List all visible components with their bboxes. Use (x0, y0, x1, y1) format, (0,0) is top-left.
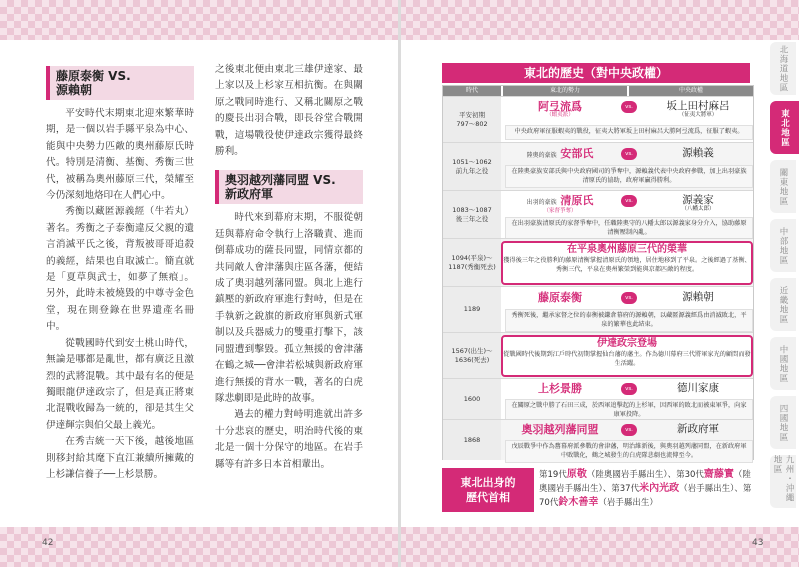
region-tabs (770, 42, 799, 514)
region-tab[interactable]: 北海道地區 (770, 42, 796, 95)
heading-line-1: 奧羽越列藩同盟 VS. (225, 173, 336, 188)
table-row (443, 419, 753, 460)
tohoku-side: 出羽的豪族 清原氏 （家督爭奪） (526, 194, 594, 214)
table-row (443, 142, 753, 190)
paragraph: 時代來到幕府末期，不服從朝廷與幕府命令執行上洛職責、進而倒幕成功的薩長同盟，同情京都的共同敵人會津藩與庄區各藩，便結成了奧羽越列藩同盟。與北上進行鎮壓的新政府軍進行對峙，但是在手執新之銳旗的新政府軍與新式軍制以及兵器威力的雙重打擊下，該同盟遭到擊毀。孤立無援的會津藩在鶴之城──會津若松城與新政府軍進行無援的背水一戰，著名的白虎隊悲劇即是此時的故事。 (215, 212, 363, 404)
book-spine (398, 0, 401, 567)
heading-line-2: 新政府軍 (225, 187, 274, 202)
history-table (442, 85, 754, 460)
prime-minister-detail: （岩手縣出生） (598, 498, 658, 508)
era-cell: 1868 (443, 420, 501, 460)
row-note: 戊辰戰爭中作為舊幕府派參戰的會津藩，明治維新後，與奧羽越列藩同盟，在新政府軍中敗戰化，鶴之城發生的白虎隊悲劇也流傳至今。 (505, 440, 753, 463)
page-number-right: 43 (752, 538, 764, 548)
left-column-2 (215, 62, 363, 473)
prime-minister-detail: （岩手縣出生）、第70代 (539, 484, 752, 508)
tohoku-side: 阿弖流爲 （蝦夷派） (538, 100, 582, 118)
vs-badge: vs. (621, 101, 637, 113)
region-tab[interactable]: 關東地區 (770, 160, 796, 213)
row-note: 秀衡死後，繼承家督之位的泰衡被鎌倉幕府的源賴朝，以藏匿源義經爲由消滅敗北，平泉的繁華也此結束。 (505, 309, 753, 332)
tohoku-side: 陸奧的豪族 安部氏 (526, 147, 594, 160)
paragraph: 過去的權力對峙明進就出許多十分悲哀的歷史，明治時代後的東北是一個十分保守的地區。在岩手縣等有許多日本首相輩出。 (215, 409, 363, 470)
highlight-note: 從戰國時代後期到江戶時代初期掌握仙台藩的藩主。作為德川幕府三代將軍家光的顧問而發生活躍。 (503, 351, 751, 367)
header-tohoku: 東北的勢力 (503, 86, 627, 96)
row-note: 在關原之戰中勝了石田三成，於西軍追擊起的上杉軍，因西軍的敗北而被東軍爭，向家康軍投降。 (505, 399, 753, 422)
heading-line-2: 源賴朝 (56, 83, 93, 97)
central-side: 坂上田村麻呂 （征夷大將軍） (666, 100, 730, 118)
prime-minister-name: 鈴木善幸 (558, 497, 599, 508)
prime-minister-name: 齋藤實 (703, 469, 734, 480)
vs-badge: vs. (621, 424, 637, 436)
matchup (505, 193, 753, 213)
central-side: 源賴義 (682, 147, 714, 159)
highlight-note: 獲得後三年之役勝利的藤原清衡掌握清原氏的領地，居住地移到了平泉。之後經過了基衡、秀衡三代，平泉在奧州繁榮到能與京都匹敵的程度。 (503, 257, 751, 273)
table-title: 東北的歷史（對中央政權） (442, 63, 750, 83)
era-cell: 1083〜1087 後三年之役 (443, 191, 501, 238)
vs-badge: vs. (621, 148, 637, 160)
era-cell: 1051〜1062 前九年之役 (443, 143, 501, 190)
vs-badge: vs. (621, 383, 637, 395)
left-column-1 (46, 66, 194, 483)
table-header-row (443, 86, 753, 96)
matchup (505, 99, 753, 119)
paragraph: 之後東北便由東北三雄伊達家、最上家以及上杉家互相抗衡。在與關原之戰同時進行、又稱北關原之戰的慶長出羽合戰，即長谷堂合戰開戰，這場戰役使伊達政宗獲得最終勝利。 (215, 64, 363, 158)
paragraph: 從戰國時代到安土桃山時代，無論是哪都是亂世，都有廣泛且激烈的武將混戰。其中最有名的便是獨眼龍伊達政宗了，但是真正將東北混戰收歸為一統的，卻是其生父伊達輝宗與伯父最上義光。 (46, 337, 194, 431)
era-cell: 平安初期 797〜802 (443, 97, 501, 142)
prime-minister-detail: （陸奧國岩手縣出生）、第37代 (539, 470, 751, 494)
paragraph: 平安時代末期東北迎來繁華時期，是一個以岩手縣平泉為中心、能與中央勢力匹敵的奧州藤原氏時代。特別是清衡、基衡、秀衡三世代，被稱為奧州藤原三代，榮耀至今仍深刻地烙印在人們心中。 (46, 108, 194, 202)
section-heading-fujiwara-vs-minamoto (46, 66, 194, 100)
matchup (505, 422, 753, 442)
vs-badge: vs. (621, 195, 637, 207)
tohoku-side: 奧羽越列藩同盟 (521, 423, 599, 436)
row-note: 在出羽豪族清原氏的家督爭奪中，任職陸奧守的八幡太郎以源義家身分介入，協助藤原清衡壓制內亂。 (505, 217, 753, 240)
table-row (443, 286, 753, 332)
prime-minister-name: 米內光政 (639, 483, 680, 494)
region-tab[interactable]: 東北地區 (770, 101, 799, 154)
era-cell: 1189 (443, 287, 501, 332)
matchup (505, 146, 753, 166)
prime-minister-name: 原敬 (566, 469, 587, 480)
era-cell: 1567(出生)〜 1636(死去) (443, 333, 501, 378)
paragraph: 秀衡以藏匿源義經（牛若丸）著名。秀衡之子泰衡違反父親的遺言消滅平氏之後，背叛被哥哥追殺的義經，結果也自取滅亡。簡直就是「夏草與武士，如夢了無痕」。另外，此時未被燒毀的中尊寺金色堂，現在則登錄在世界遺產名冊中。 (46, 206, 194, 333)
central-side: 源義家 （八幡太郎） (681, 194, 715, 212)
highlight-title: 在平泉奧州藤原三代的榮華 (567, 244, 687, 255)
table-row (443, 332, 753, 378)
table-row (443, 96, 753, 142)
central-side: 新政府軍 (677, 423, 719, 435)
page-number-left: 42 (42, 538, 54, 548)
region-tab[interactable]: 中部地區 (770, 219, 796, 272)
region-tab[interactable]: 九州・沖繩地區 (770, 455, 796, 508)
row-note: 中央政府軍征服蝦夷的戰役，征夷大將軍坂上田村麻呂大勝阿弖流爲，征服了蝦夷。 (505, 125, 753, 140)
heading-line-1: 藤原泰衡 VS. (56, 69, 131, 83)
section-heading-ouetsu-vs-government (215, 170, 363, 204)
era-cell: 1600 (443, 379, 501, 419)
prime-ministers-list (539, 468, 755, 510)
table-row (443, 190, 753, 238)
row-note: 在陸奧豪族安部氏與中央政府國司的爭奪中，源賴義代表中央政府參戰，加上出羽豪族清原氏的協助，政府軍贏得勝利。 (505, 165, 753, 188)
tohoku-side: 上杉景勝 (538, 382, 582, 395)
table-row (443, 238, 753, 286)
prime-ministers-label (442, 468, 534, 512)
header-era: 時代 (443, 86, 501, 96)
region-tab[interactable]: 四國地區 (770, 396, 796, 449)
paragraph: 在秀吉統一天下後，越後地區則移封給其麾下直江兼續所擁戴的上杉謙信養子──上杉景勝。 (46, 436, 194, 480)
tohoku-side: 藤原泰衡 (538, 291, 582, 304)
matchup (505, 381, 753, 401)
highlight-box-hiraizumi (501, 241, 753, 285)
region-tab[interactable]: 近畿地區 (770, 278, 796, 331)
central-side: 源賴朝 (682, 291, 714, 303)
region-tab[interactable]: 中國地區 (770, 337, 796, 390)
prime-minister-detail: （陸奧國岩手縣出生）、第30代 (586, 470, 704, 480)
highlight-box-date-masamune (501, 335, 753, 377)
label-line-2: 歷代首相 (466, 491, 510, 504)
era-cell: 1094(平泉)〜 1187(秀衡死去) (443, 239, 501, 286)
vs-badge: vs. (621, 292, 637, 304)
table-row (443, 378, 753, 419)
header-central: 中央政權 (629, 86, 753, 96)
label-line-1: 東北出身的 (460, 476, 516, 489)
prime-minister-detail: 第19代 (539, 470, 567, 480)
central-side: 德川家康 (677, 382, 719, 394)
highlight-title: 伊達政宗登場 (597, 338, 657, 349)
matchup (505, 290, 753, 310)
